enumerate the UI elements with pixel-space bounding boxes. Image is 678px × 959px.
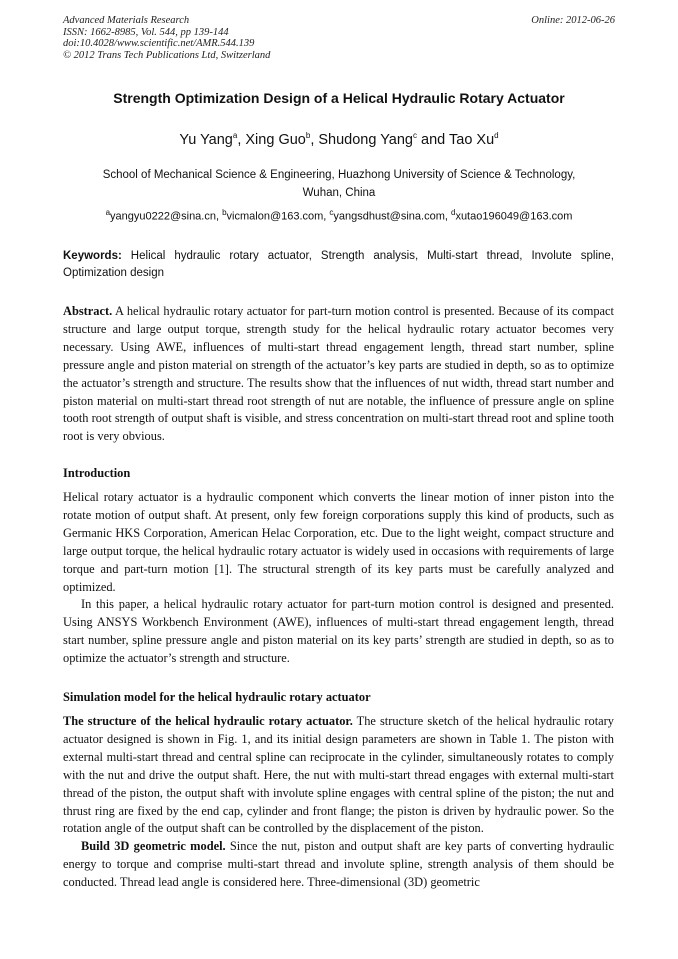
affiliation-line-2: Wuhan, China (302, 187, 376, 199)
doi-line: doi:10.4028/www.scientific.net/AMR.544.139 (63, 38, 255, 49)
copyright-line: © 2012 Trans Tech Publications Ltd, Switzerland (63, 49, 271, 61)
abstract-text: A helical hydraulic rotary actuator for part-turn motion control is presented. Because of its compact structure and large output torque, strength study for the helical hydraulic rotary actuator becomes very necessary. Using AWE, influences of multi-start thread engagement length, thread start number, spline pressure angle and piston material on strength of the actuator’s key parts are studied in depth, so as to optimize the actuator’s strength and structure. The results show that the influences of nut width, thread start number and piston material on multi-start thread root strength of nut are notable, the influence of pressure angle on spline tooth root strength of output shaft is visible, and stress concentration on multi-start thread root and spline tooth root is very obvious. (63, 304, 614, 444)
author-name: Xing Guo (245, 131, 306, 148)
email-marker: a (105, 208, 111, 217)
abstract-block (63, 303, 614, 446)
introduction-body (63, 489, 614, 668)
email-link[interactable]: yangyu0222@sina.cn, (110, 210, 223, 223)
subheading-structure: The structure of the helical hydraulic rotary actuator. (63, 714, 353, 728)
affiliation-line-1: School of Mechanical Science & Engineering, Huazhong University of Science & Technology, (102, 169, 576, 181)
author-separator: and (417, 131, 449, 148)
author-marker: a (232, 131, 238, 140)
author-marker: d (494, 131, 499, 140)
keywords-text: Helical hydraulic rotary actuator, Strength analysis, Multi-start thread, Involute spline, Optimization design (63, 250, 614, 279)
email-link[interactable]: xutao196049@163.com (455, 210, 573, 223)
author-separator: , (237, 131, 246, 148)
section-heading-introduction: Introduction (63, 466, 131, 480)
paper-title: Strength Optimization Design of a Helical Hydraulic Rotary Actuator (113, 90, 565, 106)
author-separator: , (310, 131, 319, 148)
email-marker: c (329, 208, 334, 217)
author-list (40, 131, 638, 148)
abstract-label: Abstract. (63, 304, 113, 318)
author-marker: c (413, 131, 417, 140)
author-marker: b (305, 131, 311, 140)
journal-header (63, 15, 270, 61)
affiliation (70, 166, 608, 202)
paragraph: Helical rotary actuator is a hydraulic component which converts the linear motion of inner piston into the rotate motion of output shaft. At present, only few foreign corporations supply this kind of products, such as Germanic HKS Corporation, American Helac Corporation, etc. Due to the light weight, compact structure and large output torque, the helical hydraulic rotary actuator is widely used in occasions with requirements of large torque and part-turn motion [1]. The structural strength of its key parts must be carefully analyzed and optimized. (63, 490, 614, 594)
paragraph: Since the nut, piston and output shaft are key parts of converting hydraulic energy to torque and comprise multi-start thread and involute spline, strength analysis of them should be conducted. Thread lead angle is considered here. Three-dimensional (3D) geometric (63, 839, 614, 890)
paragraph: In this paper, a helical hydraulic rotary actuator for part-turn motion control is designed and presented. Using ANSYS Workbench Environment (AWE), influences of multi-start thread engagement length, thread start number, spline pressure angle and piston material on its key parts’ strength are studied in depth, so as to optimize the actuator’s strength and structure. (63, 597, 614, 666)
issn-line: ISSN: 1662-8985, Vol. 544, pp 139-144 (63, 26, 229, 38)
email-link[interactable]: yangsdhust@sina.com, (333, 210, 451, 223)
author-name: Shudong Yang (318, 131, 413, 148)
online-date: Online: 2012-06-26 (531, 15, 615, 26)
email-link[interactable]: vicmalon@163.com, (226, 210, 330, 223)
email-marker: b (222, 208, 227, 217)
paragraph: The structure sketch of the helical hydraulic rotary actuator designed is shown in Fig. 1, and its initial design parameters are shown in Table 1. The piston with external multi-start thread and central spline can reciprocate in the cylinder, simultaneously rotates to comply with the nut and drive the output shaft. Here, the nut with multi-start thread engages with external multi-start thread of the piston, the output shaft with involute spline engages with central spline of the piston; the nut and thrust ring are fixed by the end cap, cylinder and front flange; the piston is driven by hydraulic power. So the rotation angle of the output shaft can be controlled by the displacement of the piston. (63, 714, 614, 836)
simulation-body (63, 713, 614, 892)
author-name: Tao Xu (449, 131, 495, 148)
author-name: Yu Yang (179, 131, 233, 148)
keywords-block (63, 248, 614, 282)
journal-name: Advanced Materials Research (63, 15, 190, 26)
email-marker: d (450, 208, 456, 217)
email-list (40, 208, 638, 223)
section-heading-simulation: Simulation model for the helical hydraulic rotary actuator (63, 690, 371, 704)
subheading-3d-model: Build 3D geometric model. (81, 839, 226, 854)
keywords-label: Keywords: (63, 250, 122, 262)
